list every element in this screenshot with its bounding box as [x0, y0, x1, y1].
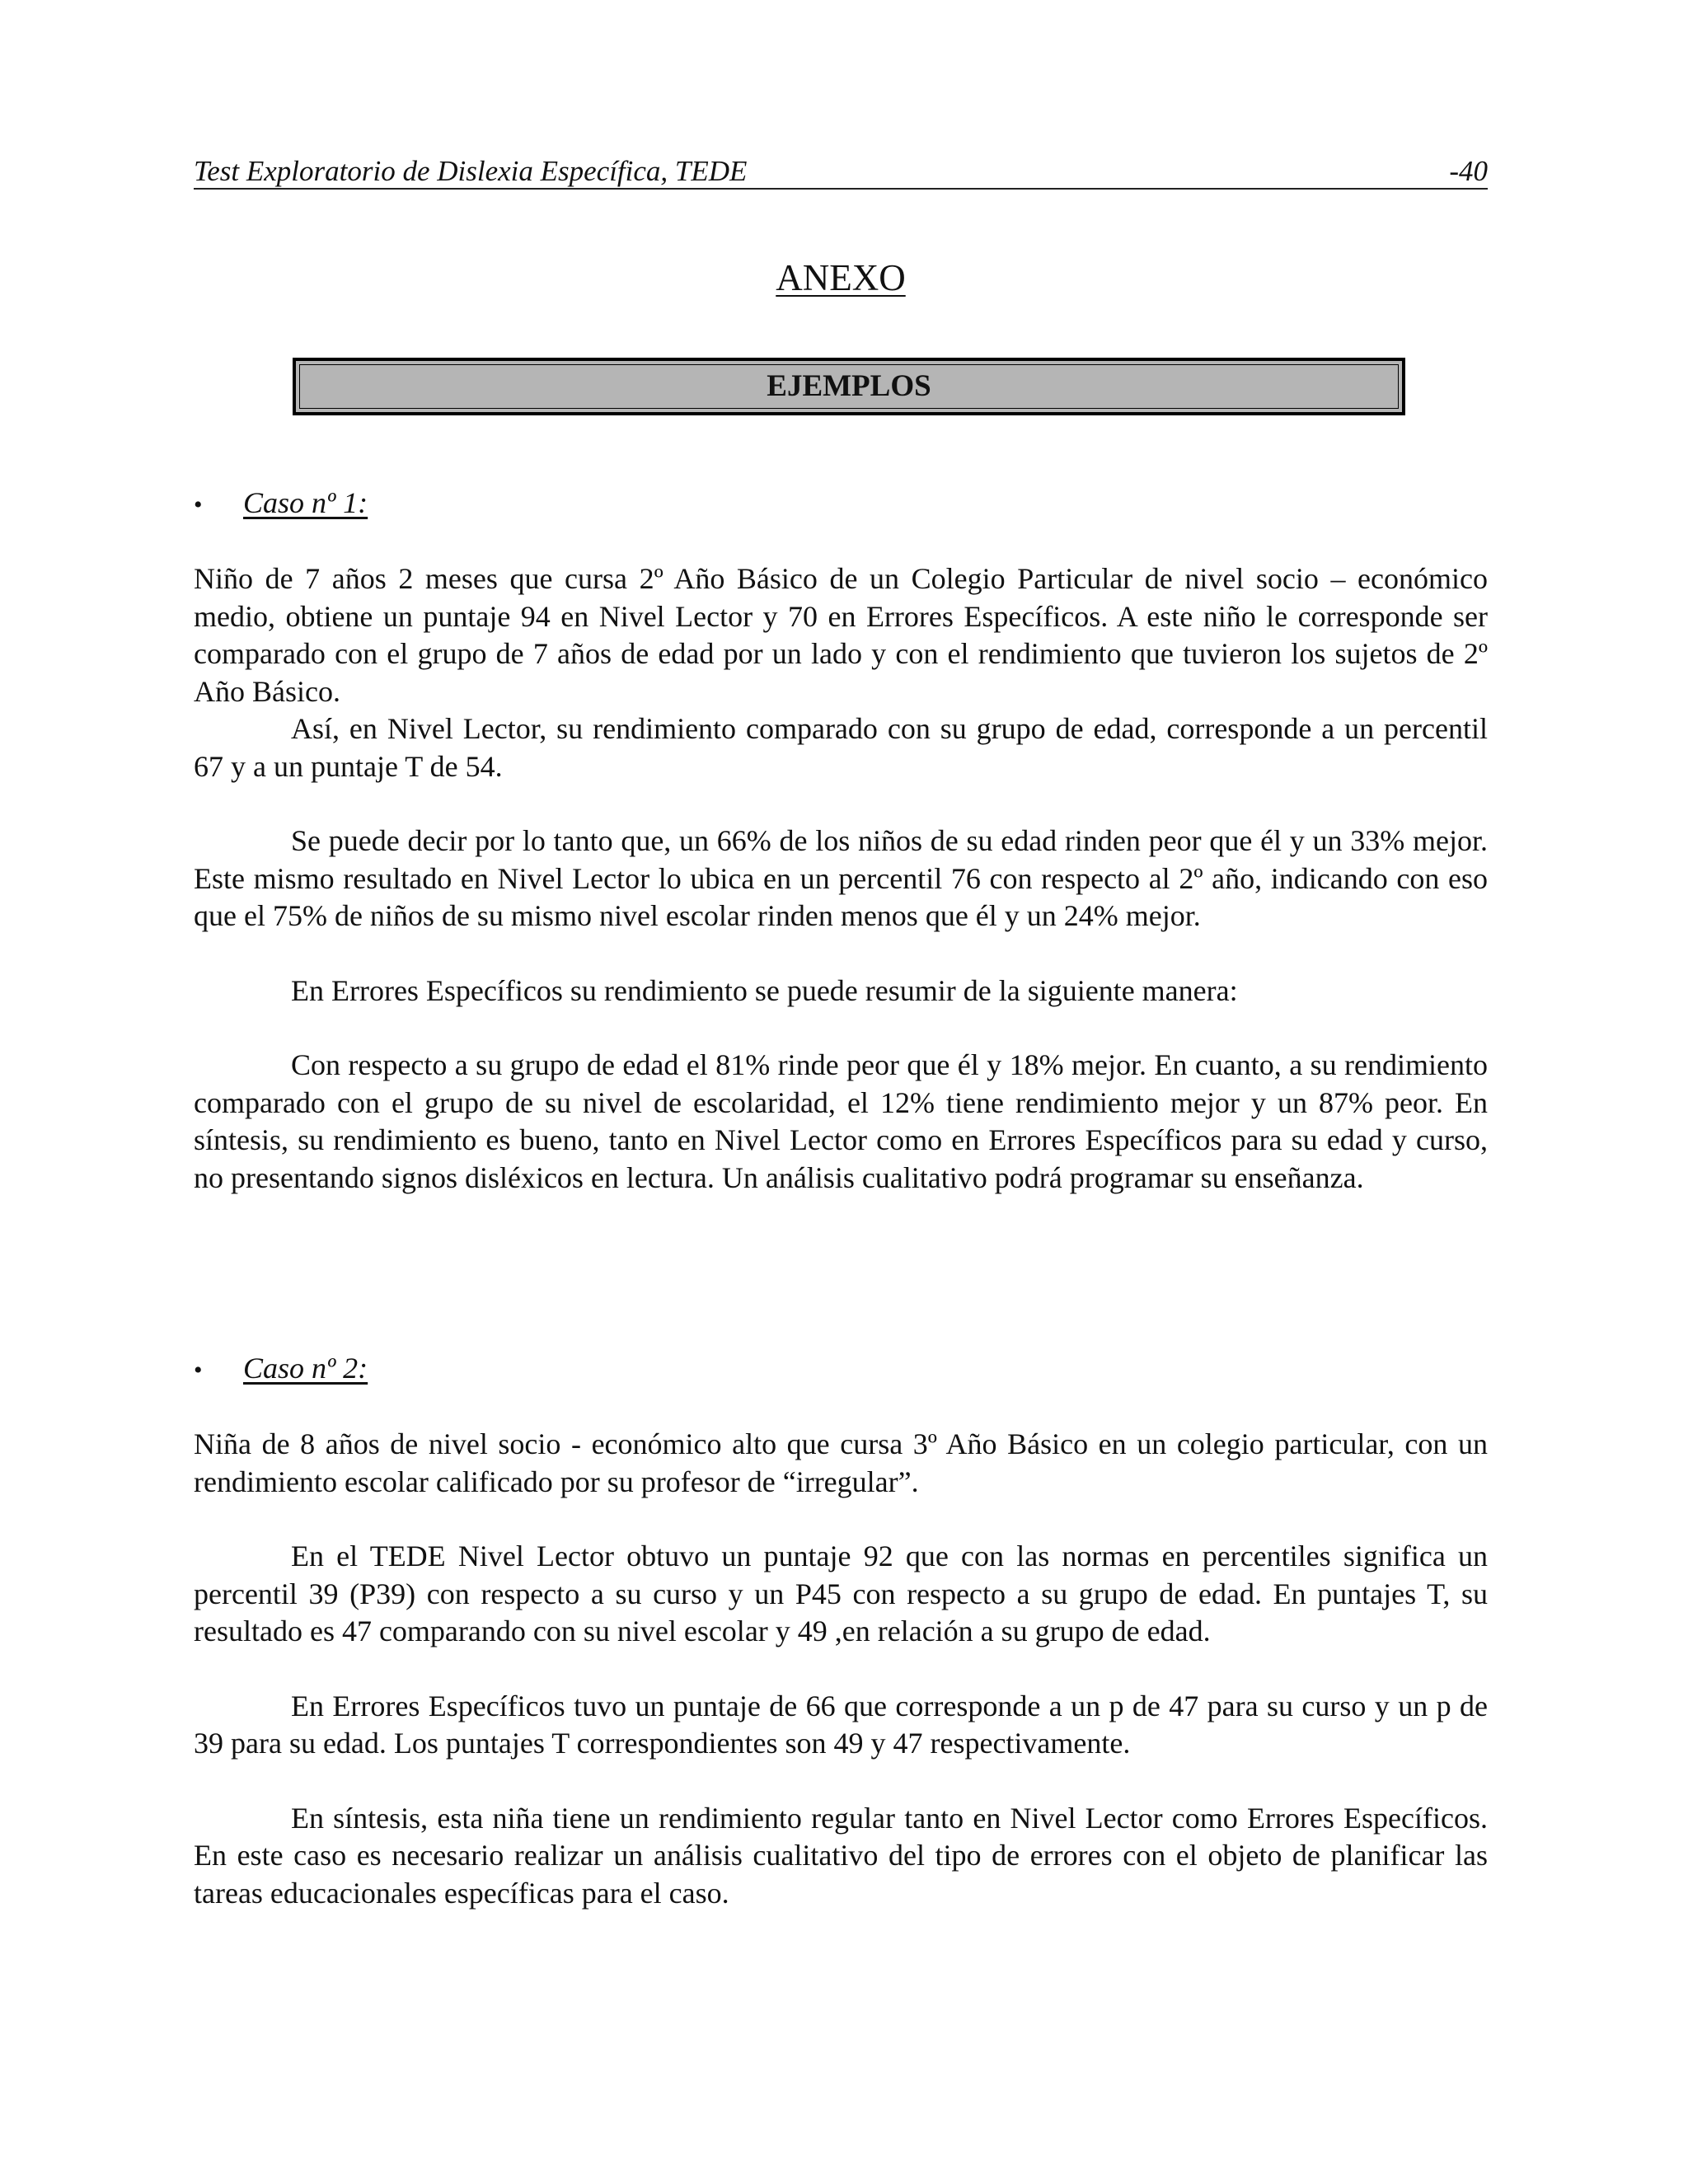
case-2-body — [194, 1426, 1488, 1912]
case-2-label: Caso nº 2: — [243, 1352, 368, 1385]
header-title: Test Exploratorio de Dislexia Específica, TEDE — [194, 155, 748, 187]
case-1-body — [194, 560, 1488, 1197]
page-number: -40 — [1449, 155, 1488, 187]
case-1-paragraph-2: Así, en Nivel Lector, su rendimiento comparado con su grupo de edad, corresponde a un percentil 67 y a un puntaje T de 54. — [194, 712, 1488, 783]
section-box-examples: EJEMPLOS — [293, 358, 1405, 415]
case-1-paragraph-5: Con respecto a su grupo de edad el 81% rinde peor que él y 18% mejor. En cuanto, a su rendimiento comparado con el grupo de su nivel de escolaridad, el 12% tiene rendimiento mejor y un 87% peor. En síntesis, su rendimiento es bueno, tanto en Nivel Lector como en Errores Específicos para su edad y curso, no presentando signos disléxicos en lectura. Un análisis cualitativo podrá programar su enseñanza. — [194, 1048, 1488, 1194]
case-2-paragraph-3: En Errores Específicos tuvo un puntaje de 66 que corresponde a un p de 47 para su curso y un p de 39 para su edad. Los puntajes T correspondientes son 49 y 47 respectivamente. — [194, 1689, 1488, 1760]
annex-title-text: ANEXO — [776, 257, 906, 298]
case-2-heading — [194, 1350, 368, 1389]
case-1-label: Caso nº 1: — [243, 486, 368, 519]
case-1-paragraph-3: Se puede decir por lo tanto que, un 66% de los niños de su edad rinden peor que él y un 33% mejor. Este mismo resultado en Nivel Lector lo ubica en un percentil 76 con respecto al 2º año, indicando con eso que el 75% de niños de su mismo nivel escolar rinden menos que él y un 24% mejor. — [194, 824, 1488, 932]
case-1-paragraph-4: En Errores Específicos su rendimiento se puede resumir de la siguiente manera: — [291, 973, 1238, 1007]
case-2-paragraph-1: Niña de 8 años de nivel socio - económico alto que cursa 3º Año Básico en un colegio particular, con un rendimiento escolar calificado por su profesor de “irregular”. — [194, 1427, 1488, 1498]
case-1-heading — [194, 485, 368, 523]
running-header — [194, 155, 1488, 190]
annex-title — [194, 255, 1488, 301]
case-2-paragraph-4: En síntesis, esta niña tiene un rendimiento regular tanto en Nivel Lector como Errores Específicos. En este caso es necesario realizar un análisis cualitativo del tipo de errores con el objeto de planificar las tareas educacionales específicas para el caso. — [194, 1801, 1488, 1910]
bullet-icon: • — [194, 1357, 203, 1384]
case-1-paragraph-1: Niño de 7 años 2 meses que cursa 2º Año Básico de un Colegio Particular de nivel socio – económico medio, obtiene un puntaje 94 en Nivel Lector y 70 en Errores Específicos. A este niño le corresponde ser comparado con el grupo de 7 años de edad por un lado y con el rendimiento que tuvieron los sujetos de 2º Año Básico. — [194, 562, 1488, 708]
case-2-paragraph-2: En el TEDE Nivel Lector obtuvo un puntaje 92 que con las normas en percentiles significa un percentil 39 (P39) con respecto a su curso y un P45 con respecto a su grupo de edad. En puntajes T, su resultado es 47 comparando con su nivel escolar y 49 ,en relación a su grupo de edad. — [194, 1540, 1488, 1647]
bullet-icon: • — [194, 491, 203, 518]
